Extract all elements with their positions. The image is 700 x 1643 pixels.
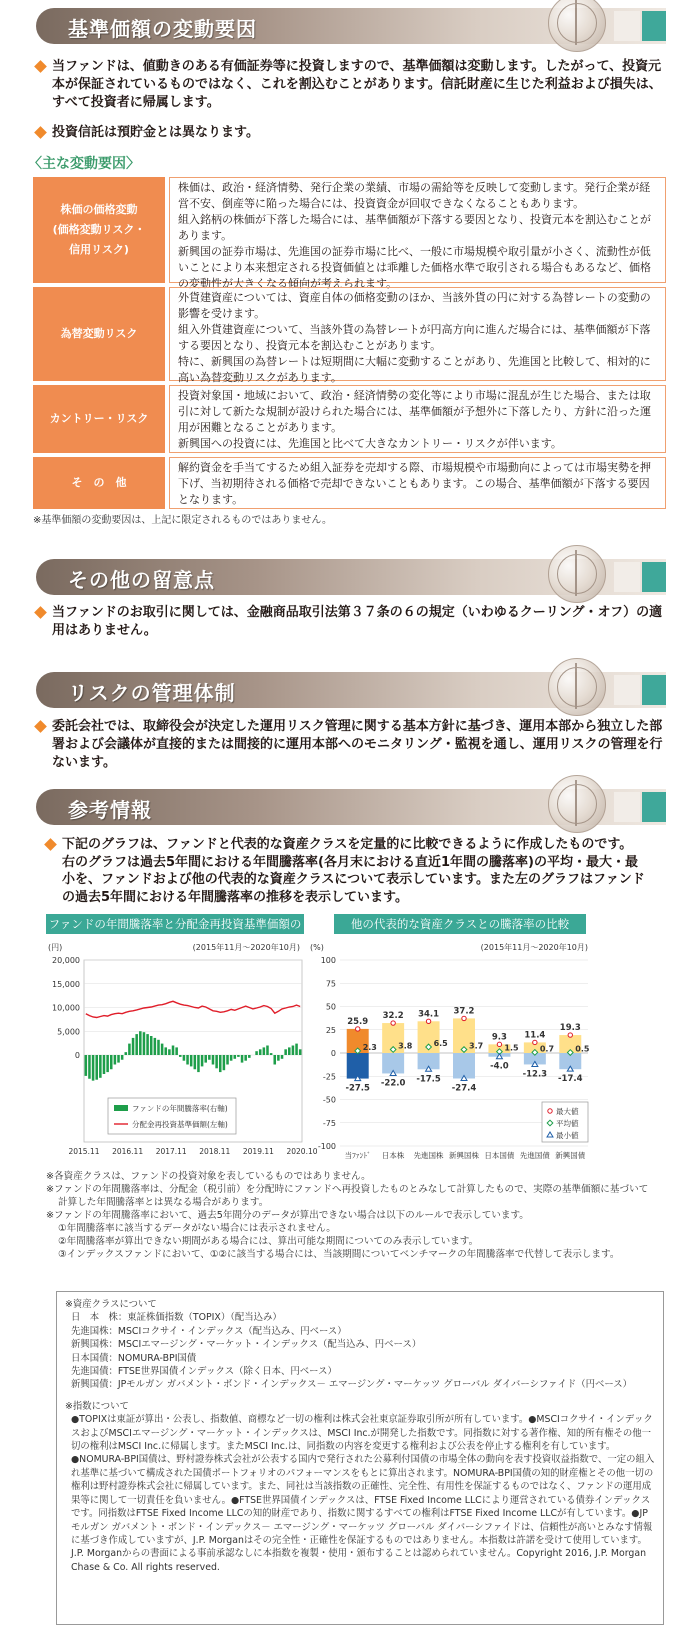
legend-label: 平均値 — [556, 1119, 579, 1128]
return-bar — [135, 1034, 138, 1055]
max-value-label: 25.9 — [347, 1016, 369, 1027]
y-tick-label: -50 — [322, 1095, 336, 1105]
avg-value-label: 3.8 — [398, 1041, 413, 1051]
legend-max-icon — [548, 1109, 552, 1113]
y-tick-label: 75 — [325, 979, 336, 989]
section-title: 参考情報 — [68, 798, 152, 822]
return-bar — [255, 1051, 258, 1055]
return-bar — [157, 1040, 160, 1055]
chart-right-title: 他の代表的な資産クラスとの騰落率の比較 — [334, 914, 586, 934]
x-tick-label: 2020.10 — [286, 1147, 318, 1156]
risk-label: カントリー・リスク — [33, 385, 165, 453]
chart-note: ②年間騰落率が算出できない期間がある場合には、算出可能な期間についてのみ表示しています。 — [58, 1236, 479, 1247]
y-tick-label: 25 — [325, 1025, 336, 1035]
avg-value-label: 1.5 — [504, 1043, 519, 1053]
max-marker — [533, 1040, 537, 1044]
return-bar — [295, 1044, 298, 1055]
return-bar — [88, 1055, 91, 1079]
y-tick-label: -75 — [322, 1118, 336, 1128]
return-bar — [168, 1049, 171, 1055]
x-tick-label: 日本株 — [381, 1151, 405, 1160]
min-value-label: -22.0 — [380, 1078, 406, 1089]
max-value-label: 11.4 — [524, 1030, 546, 1041]
x-tick-label: 2015.11 — [68, 1147, 100, 1156]
min-value-label: -17.5 — [416, 1074, 441, 1085]
return-bar — [99, 1055, 102, 1078]
min-value-label: -17.4 — [558, 1074, 583, 1085]
return-bar — [164, 1047, 167, 1055]
return-bar — [259, 1049, 262, 1055]
avg-value-label: 3.7 — [469, 1041, 484, 1051]
return-bar — [85, 1055, 88, 1076]
return-bar — [95, 1055, 98, 1080]
reference-intro: 下記のグラフは、ファンドと代表的な資産クラスを定量的に比較できるように作成したものです。 右のグラフは過去5年間における年間騰落率(各月末における直近1年間の騰落率)の平均・最大・最小を、ファンドおよび他の代表的な資産クラスについて表示しています。また左のグラフはファンドの過去5年間における年間騰落率の推移を表示しています。 — [46, 836, 646, 906]
return-bar — [208, 1055, 211, 1060]
chart-note: ③インデックスファンドにおいて、①②に該当する場合には、当該期間についてベンチマークの年間騰落率で代替して表示します。 — [58, 1249, 620, 1260]
diamond-bullet-icon — [34, 60, 47, 73]
section-header-other-notes — [36, 559, 666, 595]
return-bar — [161, 1044, 164, 1055]
risk-description: 株価は、政治・経済情勢、発行企業の業績、市場の需給等を反映して変動します。発行企業が経営不安、倒産等に陥った場合には、投資資金が回収できなくなることもあります。 組入銘柄の株価が下落した場合には、基準価額が下落する要因となり、投資元本を割込むことがあります。 新興国の証券市場は、先進国の証券市場に比べ、一般に市場規模や取引量が小さく、流動性が低いことにより本来想定される投資価値とは乖離した価格水準で取引される場合もあるなど、価格の変動性が大きくなる傾向が考えられます。 — [169, 177, 666, 283]
max-marker — [462, 1016, 466, 1020]
asset-class-item: 日本国債：NOMURA-BPI国債 — [71, 1352, 197, 1364]
return-bar — [292, 1046, 295, 1056]
y-unit: (%) — [310, 943, 324, 952]
return-bar — [230, 1055, 233, 1061]
decor-square — [614, 792, 640, 822]
return-bar — [154, 1038, 157, 1055]
return-bar — [273, 1055, 276, 1065]
index-text: ●TOPIXは東証が算出・公表し、指数値、商標など一切の権利は株式会社東京証券取引所が所有しています。●MSCIコクサイ・インデックスおよびMSCIエマージング・マーケット・インデックスは、MSCI Inc.が開発した指数です。同指数に対する著作権、知的所有権その他一切の権利はMSCI Inc.に帰属します。またMSCI Inc.は、同指数の内容を変更する権利および公表を停止する権利を有しています。●NOMURA-BPI国債は、野村證券株式会社が公表する国内で発行された公募利付国債の市場全体の動向を表す投資収益指数で、一定の組入れ基準に基づいて構成された国債ポートフォリオのパフォーマンスをもとに算出されます。NOMURA-BPI国債の知的財産権とその他一切の権利は野村證券株式会社に帰属しています。また、同社は当該指数の正確性、完全性、有用性を保証するものではなく、ファンドの運用成果等に関して一切責任を負いません。●FTSE世界国債インデックスは、FTSE Fixed Income LLCにより運営されている債券インデックスです。同指数はFTSE Fixed Income LLCの知的財産であり、指数に関するすべての権利はFTSE Fixed Income LLCが有しています。●JPモルガン ガバメント・ボンド・インデックス－ エマージング・マーケッツ グローバル ダイバーシファイドは、信頼性が高いとみなす情報に基づき作成していますが、J.P. Morganはその完全性・正確性を保証するものではありません。本指数は許諾を受けて使用しています。J.P. Morganからの書面による事前承認なしに本指数を複製・使用・頒布することは認められていません。Copyright 2016, J.P. Morgan Chase & Co. All rights reserved. — [71, 1414, 655, 1573]
avg-value-label: 0.5 — [575, 1044, 590, 1054]
y-left-unit: (円) — [48, 943, 63, 952]
max-marker — [426, 1019, 430, 1023]
chart-note: ※ファンドの年間騰落率は、分配金（税引前）を分配時にファンドへ再投資したものとみなして計算したもので、実際の基準価額に基づいて計算した年間騰落率とは異なる場合があります。 — [46, 1184, 649, 1208]
asset-class-item: 新興国債：JPモルガン ガバメント・ボンド・インデックス－ エマージング・マーケッツ グローバル ダイバーシファイド（円ベース） — [71, 1379, 633, 1391]
return-bar — [204, 1055, 207, 1063]
return-bar — [110, 1055, 113, 1069]
main-factors-title: 〈主な変動要因〉 — [28, 156, 140, 172]
return-bar — [226, 1055, 229, 1065]
legend-label: 最大値 — [556, 1107, 579, 1116]
x-tick-label: 新興国債 — [555, 1151, 586, 1160]
globe-icon — [548, 658, 606, 716]
max-value-label: 34.1 — [418, 1009, 440, 1020]
risk-description: 投資対象国・地域において、政治・経済情勢の変化等により市場に混乱が生じた場合、または取引に対して新たな規制が設けられた場合には、基準価額が予想外に下落したり、方針に沿った運用が困難となることがあります。 新興国への投資には、先進国と比べて大きなカントリー・リスクが伴います。 — [169, 385, 666, 453]
y-tick-label: -25 — [322, 1072, 336, 1082]
diamond-bullet-icon — [44, 838, 57, 851]
chart-period: (2015年11月～2020年10月) — [480, 943, 588, 952]
decor-square-teal — [642, 675, 666, 705]
return-bar — [139, 1031, 142, 1055]
return-bar — [215, 1055, 218, 1068]
decor-square — [614, 11, 640, 41]
section-header-reference — [36, 789, 666, 825]
x-tick-label: 当ﾌｧﾝﾄﾞ — [344, 1151, 371, 1160]
chart-notes — [46, 1170, 656, 1261]
max-marker — [568, 1033, 572, 1037]
return-bar — [284, 1049, 287, 1055]
index-title: ※指数について — [65, 1400, 129, 1412]
min-value-label: -12.3 — [522, 1069, 548, 1080]
asset-class-item: 新興国株：MSCIエマージング・マーケット・インデックス（配当込み、円ベース） — [71, 1339, 422, 1351]
asset-class-item: 日 本 株：東証株価指数（TOPIX）（配当込み） — [71, 1312, 282, 1324]
globe-icon — [548, 775, 606, 833]
section-title: その他の留意点 — [68, 568, 215, 592]
risk-label: 株価の価格変動 (価格変動リスク・ 信用リスク) — [33, 177, 165, 283]
y-tick-label: 100 — [320, 956, 336, 965]
return-bar — [241, 1055, 244, 1063]
fund-return-chart — [44, 938, 318, 1164]
y-tick-label: 50 — [325, 1002, 336, 1012]
chart-left-title: ファンドの年間騰落率と分配金再投資基準価額の推移 — [46, 914, 304, 934]
return-bar — [92, 1055, 95, 1081]
return-bar — [150, 1036, 153, 1055]
risk-row-price — [33, 177, 666, 290]
max-value-label: 32.2 — [382, 1011, 404, 1022]
chart-note: ※各資産クラスは、ファンドの投資対象を表しているものではありません。 — [46, 1171, 371, 1182]
return-bar — [125, 1052, 128, 1055]
intro-paragraph-2: 投資信託は預貯金とは異なります。 — [36, 124, 672, 142]
x-tick-label: 2017.11 — [155, 1147, 187, 1156]
diamond-bullet-icon — [34, 606, 47, 619]
risk-row-currency — [33, 287, 666, 384]
risk-description: 解約資金を手当てするため組入証券を売却する際、市場規模や市場動向によっては市場実勢を押下げ、当初期待される価格で売却できないこともあります。この場合、基準価額が下落する要因となります。 — [169, 457, 666, 509]
min-value-label: -27.5 — [345, 1083, 370, 1094]
x-tick-label: 2016.11 — [112, 1147, 144, 1156]
risk-management-paragraph: 委託会社では、取締役会が決定した運用リスク管理に関する基本方針に基づき、運用本部から独立した部署および会議体が直接的または間接的に運用本部へのモニタリング・監視を通し、運用リスクの管理を行ないます。 — [36, 718, 672, 772]
max-marker — [497, 1042, 501, 1046]
y-tick-label: 5,000 — [57, 1027, 80, 1037]
return-bar — [146, 1034, 149, 1055]
chart-period: (2015年11月～2020年10月) — [192, 943, 300, 952]
return-bar — [270, 1053, 273, 1055]
decor-square-teal — [642, 792, 666, 822]
globe-icon — [548, 545, 606, 603]
section-title: 基準価額の変動要因 — [68, 17, 257, 41]
decor-square-teal — [642, 11, 666, 41]
legend-label: 最小値 — [556, 1131, 579, 1140]
return-bar — [128, 1044, 131, 1055]
return-bar — [186, 1055, 189, 1065]
return-bar — [281, 1055, 284, 1059]
max-marker — [356, 1027, 360, 1031]
max-value-label: 19.3 — [559, 1023, 581, 1034]
y-tick-label: 0 — [330, 1049, 336, 1058]
x-tick-label: 新興国株 — [449, 1151, 479, 1160]
return-bar — [234, 1055, 237, 1059]
x-tick-label: 先進国株 — [413, 1151, 444, 1160]
return-bar — [219, 1055, 222, 1072]
intro-paragraph-1: 当ファンドは、値動きのある有価証券等に投資しますので、基準価額は変動します。したがって、投資元本が保証されているものではなく、これを割込むことがあります。信託財産に生じた利益および損失は、すべて投資者に帰属します。 — [36, 58, 672, 112]
return-bar — [114, 1055, 117, 1065]
x-tick-label: 2019.11 — [242, 1147, 274, 1156]
return-bar — [117, 1055, 120, 1063]
return-bar — [190, 1055, 193, 1066]
return-bar — [288, 1047, 291, 1055]
x-tick-label: 先進国債 — [519, 1151, 550, 1160]
diamond-bullet-icon — [34, 126, 47, 139]
return-bar — [172, 1046, 175, 1056]
asset-class-item: 先進国債：FTSE世界国債インデックス（除く日本、円ベース） — [71, 1366, 337, 1378]
y-tick-label: 10,000 — [52, 1003, 80, 1013]
decor-square — [614, 562, 640, 592]
return-bar — [223, 1055, 226, 1070]
return-bar — [103, 1055, 106, 1074]
y-tick-label: -100 — [317, 1142, 336, 1151]
return-bar — [106, 1055, 109, 1072]
return-bar — [212, 1055, 215, 1065]
risk-row-country — [33, 385, 666, 453]
return-bar — [248, 1055, 251, 1058]
risk-label: 為替変動リスク — [33, 287, 165, 381]
asset-class-title: ※資産クラスについて — [65, 1299, 157, 1310]
legend-swatch-return — [114, 1105, 128, 1111]
avg-value-label: 2.3 — [362, 1042, 377, 1052]
x-tick-label: 2018.11 — [199, 1147, 231, 1156]
legend-label: 分配金再投資基準価額(左軸) — [132, 1120, 228, 1129]
globe-icon — [548, 0, 606, 52]
min-value-label: -4.0 — [490, 1061, 509, 1072]
y-tick-label: 0 — [74, 1051, 80, 1060]
return-bar — [143, 1032, 146, 1055]
risk-label: そ の 他 — [33, 457, 165, 509]
avg-value-label: 0.7 — [539, 1044, 555, 1054]
asset-class-comparison-chart — [306, 938, 596, 1164]
y-tick-label: 15,000 — [52, 979, 80, 989]
risk-note: ※基準価額の変動要因は、上記に限定されるものではありません。 — [33, 515, 332, 526]
chart-note: ※ファンドの年間騰落率において、過去5年間分のデータが算出できない場合は以下のルールで表示しています。 — [46, 1210, 529, 1221]
avg-value-label: 6.5 — [433, 1038, 448, 1048]
chart-note: ①年間騰落率に該当するデータがない場合には表示されません。 — [58, 1223, 336, 1234]
return-bar — [197, 1055, 200, 1072]
return-bar — [263, 1047, 266, 1055]
max-value-label: 9.3 — [491, 1032, 507, 1043]
return-bar — [175, 1047, 178, 1055]
return-bar — [132, 1038, 135, 1055]
y-tick-label: 20,000 — [52, 956, 80, 965]
risk-description: 外貨建資産については、資産自体の価格変動のほか、当該外貨の円に対する為替レートの変動の影響を受けます。 組入外貨建資産について、当該外貨の為替レートが円高方向に進んだ場合には、基準価額が下落する要因となり、投資元本を割込むことがあります。 特に、新興国の為替レートは短期間に大幅に変動することがあり、先進国と比較して、相対的に高い為替変動リスクがあります。 — [169, 287, 666, 381]
min-value-label: -27.4 — [451, 1083, 477, 1094]
diamond-bullet-icon — [34, 720, 47, 733]
return-bar — [244, 1055, 247, 1061]
max-marker — [391, 1021, 395, 1025]
return-bar — [179, 1055, 182, 1057]
decor-square-teal — [642, 562, 666, 592]
legend-label: ファンドの年間騰落率(右軸) — [132, 1104, 228, 1113]
decor-square — [614, 675, 640, 705]
reference-box — [56, 1291, 664, 1625]
return-bar — [237, 1055, 240, 1057]
section-header-variation-factors — [36, 8, 666, 44]
return-bar — [194, 1055, 197, 1069]
section-title: リスクの管理体制 — [68, 681, 236, 705]
return-bar — [266, 1046, 269, 1056]
return-bar — [183, 1055, 186, 1061]
other-note-paragraph: 当ファンドのお取引に関しては、金融商品取引法第３７条の６の規定（いわゆるクーリング・オフ）の適用はありません。 — [36, 604, 672, 640]
x-tick-label: 日本国債 — [484, 1151, 515, 1160]
risk-row-other — [33, 457, 666, 509]
section-header-risk-management — [36, 672, 666, 708]
return-bar — [201, 1055, 204, 1066]
max-value-label: 37.2 — [453, 1006, 475, 1017]
return-bar — [277, 1055, 280, 1061]
asset-class-item: 先進国株：MSCIコクサイ・インデックス（配当込み、円ベース） — [71, 1325, 347, 1337]
return-bar — [121, 1055, 124, 1060]
return-bar — [299, 1049, 302, 1055]
